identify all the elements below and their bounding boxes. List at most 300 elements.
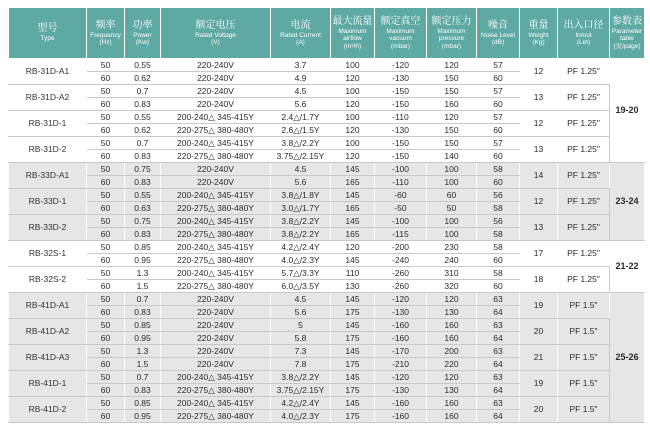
current-cell: 5.6 [271, 306, 331, 319]
pressure-cell: 160 [427, 332, 477, 345]
header-en-label: vacuum [389, 35, 412, 43]
frequency-cell: 50 [87, 163, 125, 176]
airflow-cell: 175 [331, 410, 375, 423]
page-range-cell: 19-20 [610, 59, 645, 163]
airflow-cell: 120 [331, 124, 375, 137]
pressure-cell: 130 [427, 306, 477, 319]
vacuum-cell: -170 [375, 345, 427, 358]
header-en-label: Rated Current [280, 31, 321, 39]
pressure-cell: 60 [427, 189, 477, 202]
pressure-cell: 100 [427, 163, 477, 176]
current-cell: 4.5 [271, 293, 331, 306]
header-weight [520, 8, 558, 59]
voltage-cell: 220-275△ 380-480Y [161, 384, 271, 397]
table-row [9, 189, 645, 202]
airflow-cell: 100 [331, 137, 375, 150]
model-cell: RB-33D-1 [9, 189, 87, 215]
header-en-label: (A) [296, 39, 305, 46]
parameter-table [8, 7, 645, 423]
pressure-cell: 220 [427, 358, 477, 371]
vacuum-cell: -50 [375, 202, 427, 215]
frequency-cell: 50 [87, 397, 125, 410]
header-en-label: (mbar) [390, 42, 411, 50]
pressure-cell: 100 [427, 228, 477, 241]
header-en-label: (Hz) [99, 39, 112, 46]
header-en-label: Rated Voltage [195, 31, 236, 39]
pressure-cell: 120 [427, 293, 477, 306]
header-en-label: Noise Level [481, 31, 515, 39]
weight-cell: 18 [520, 267, 558, 293]
airflow-cell: 165 [331, 202, 375, 215]
header-zh-label: 参数表 [612, 15, 642, 27]
pressure-cell: 130 [427, 384, 477, 397]
noise-cell: 60 [477, 176, 520, 189]
vacuum-cell: -130 [375, 384, 427, 397]
voltage-cell: 200-240△ 345-415Y [161, 215, 271, 228]
inout-cell: PF 1.5" [558, 371, 610, 397]
pressure-cell: 100 [427, 215, 477, 228]
table-row [9, 241, 645, 254]
current-cell: 4.2△/2.4Y [271, 241, 331, 254]
vacuum-cell: -200 [375, 241, 427, 254]
voltage-cell: 220-240V [161, 85, 271, 98]
noise-cell: 64 [477, 306, 520, 319]
header-en-label: (页/page) [613, 42, 641, 50]
airflow-cell: 120 [331, 98, 375, 111]
current-cell: 4.9 [271, 72, 331, 85]
frequency-cell: 60 [87, 280, 125, 293]
vacuum-cell: -260 [375, 280, 427, 293]
weight-cell: 20 [520, 397, 558, 423]
spec-table-container [8, 7, 644, 423]
airflow-cell: 145 [331, 345, 375, 358]
vacuum-cell: -100 [375, 215, 427, 228]
weight-cell: 14 [520, 163, 558, 189]
model-cell: RB-31D-A1 [9, 59, 87, 85]
inout-cell: PF 1.25" [558, 241, 610, 267]
current-cell: 5.8 [271, 332, 331, 345]
noise-cell: 58 [477, 163, 520, 176]
header-en-label: (Kw) [135, 39, 150, 46]
model-cell: RB-41D-A1 [9, 293, 87, 319]
header-frequency [87, 8, 125, 59]
frequency-cell: 50 [87, 215, 125, 228]
model-cell: RB-41D-A2 [9, 319, 87, 345]
voltage-cell: 200-240△ 345-415Y [161, 397, 271, 410]
airflow-cell: 145 [331, 397, 375, 410]
header-rated-voltage [161, 8, 271, 59]
frequency-cell: 60 [87, 72, 125, 85]
header-row [9, 8, 645, 59]
noise-cell: 63 [477, 345, 520, 358]
pressure-cell: 50 [427, 202, 477, 215]
frequency-cell: 50 [87, 85, 125, 98]
current-cell: 3.7 [271, 59, 331, 72]
current-cell: 3.0△/1.7Y [271, 202, 331, 215]
inout-cell: PF 1.5" [558, 345, 610, 371]
voltage-cell: 220-240V [161, 319, 271, 332]
table-row [9, 319, 645, 332]
header-en-label: (Let) [576, 39, 591, 46]
header-en-label: Power [133, 31, 152, 39]
header-type [9, 8, 87, 59]
airflow-cell: 145 [331, 254, 375, 267]
airflow-cell: 110 [331, 267, 375, 280]
frequency-cell: 60 [87, 410, 125, 423]
noise-cell: 57 [477, 137, 520, 150]
header-en-label: Parameter [611, 27, 643, 35]
airflow-cell: 145 [331, 189, 375, 202]
power-cell: 0.83 [125, 150, 161, 163]
noise-cell: 64 [477, 332, 520, 345]
power-cell: 0.95 [125, 254, 161, 267]
frequency-cell: 50 [87, 59, 125, 72]
frequency-cell: 60 [87, 124, 125, 137]
voltage-cell: 220-240V [161, 176, 271, 189]
weight-cell: 13 [520, 215, 558, 241]
noise-cell: 56 [477, 215, 520, 228]
table-row [9, 371, 645, 384]
noise-cell: 60 [477, 72, 520, 85]
vacuum-cell: -120 [375, 371, 427, 384]
table-row [9, 215, 645, 228]
airflow-cell: 120 [331, 241, 375, 254]
model-cell: RB-31D-1 [9, 111, 87, 137]
header-en-label: Frequency [90, 31, 121, 39]
pressure-cell: 150 [427, 124, 477, 137]
inout-cell: PF 1.25" [558, 189, 610, 215]
model-cell: RB-31D-A2 [9, 85, 87, 111]
frequency-cell: 60 [87, 228, 125, 241]
frequency-cell: 50 [87, 267, 125, 280]
header-zh-label: 噪音 [488, 19, 508, 31]
current-cell: 3.75△/2.15Y [271, 384, 331, 397]
page-range-cell: 25-26 [610, 293, 645, 423]
noise-cell: 64 [477, 410, 520, 423]
header-inout [558, 8, 610, 59]
voltage-cell: 200-240△ 345-415Y [161, 371, 271, 384]
airflow-cell: 145 [331, 215, 375, 228]
header-zh-label: 额定压力 [431, 15, 472, 27]
weight-cell: 17 [520, 241, 558, 267]
current-cell: 4.2△/2.4Y [271, 397, 331, 410]
power-cell: 0.62 [125, 124, 161, 137]
header-zh-label: 频率 [95, 19, 116, 31]
header-en-label: (mbar) [441, 42, 462, 50]
current-cell: 2.6△/1.5Y [271, 124, 331, 137]
header-rated-current [271, 8, 331, 59]
pressure-cell: 200 [427, 345, 477, 358]
airflow-cell: 165 [331, 176, 375, 189]
page-range-cell: 21-22 [610, 241, 645, 293]
current-cell: 4.0△/2.3Y [271, 410, 331, 423]
header-en-label: In/out [575, 31, 592, 39]
power-cell: 0.55 [125, 111, 161, 124]
current-cell: 3.8△/2.2Y [271, 137, 331, 150]
model-cell: RB-32S-2 [9, 267, 87, 293]
weight-cell: 12 [520, 189, 558, 215]
vacuum-cell: -160 [375, 319, 427, 332]
inout-cell: PF 1.25" [558, 267, 610, 293]
noise-cell: 57 [477, 59, 520, 72]
noise-cell: 60 [477, 254, 520, 267]
frequency-cell: 50 [87, 189, 125, 202]
header-zh-label: 额定电压 [195, 19, 236, 31]
pressure-cell: 240 [427, 254, 477, 267]
header-en-label: (m³/h) [343, 42, 362, 50]
vacuum-cell: -130 [375, 306, 427, 319]
frequency-cell: 50 [87, 137, 125, 150]
header-en-label: Type [40, 35, 55, 43]
pressure-cell: 150 [427, 85, 477, 98]
pressure-cell: 150 [427, 137, 477, 150]
voltage-cell: 220-240V [161, 98, 271, 111]
pressure-cell: 160 [427, 410, 477, 423]
header-en-label: table [619, 35, 635, 43]
header-max-vacuum [375, 8, 427, 59]
voltage-cell: 220-240V [161, 163, 271, 176]
inout-cell: PF 1.5" [558, 319, 610, 345]
power-cell: 0.62 [125, 72, 161, 85]
voltage-cell: 220-240V [161, 59, 271, 72]
voltage-cell: 200-240△ 345-415Y [161, 137, 271, 150]
pressure-cell: 140 [427, 150, 477, 163]
pressure-cell: 120 [427, 59, 477, 72]
noise-cell: 58 [477, 241, 520, 254]
vacuum-cell: -130 [375, 124, 427, 137]
voltage-cell: 220-275△ 380-480Y [161, 280, 271, 293]
vacuum-cell: -110 [375, 176, 427, 189]
header-noise-level [477, 8, 520, 59]
power-cell: 0.7 [125, 85, 161, 98]
table-row [9, 137, 645, 150]
table-row [9, 345, 645, 358]
frequency-cell: 60 [87, 358, 125, 371]
voltage-cell: 220-240V [161, 332, 271, 345]
current-cell: 3.8△/2.2Y [271, 228, 331, 241]
power-cell: 0.95 [125, 410, 161, 423]
model-cell: RB-33D-2 [9, 215, 87, 241]
pressure-cell: 160 [427, 319, 477, 332]
header-en-label: Maximum [437, 27, 466, 35]
current-cell: 4.5 [271, 163, 331, 176]
noise-cell: 58 [477, 202, 520, 215]
vacuum-cell: -115 [375, 228, 427, 241]
header-en-label: airflow [343, 35, 362, 43]
inout-cell: PF 1.25" [558, 59, 610, 85]
header-max-airflow [331, 8, 375, 59]
power-cell: 1.5 [125, 280, 161, 293]
power-cell: 0.85 [125, 319, 161, 332]
weight-cell: 13 [520, 137, 558, 163]
airflow-cell: 175 [331, 358, 375, 371]
power-cell: 0.63 [125, 202, 161, 215]
voltage-cell: 220-275△ 380-480Y [161, 124, 271, 137]
noise-cell: 58 [477, 228, 520, 241]
power-cell: 0.7 [125, 293, 161, 306]
noise-cell: 56 [477, 189, 520, 202]
model-cell: RB-41D-A3 [9, 345, 87, 371]
current-cell: 7.3 [271, 345, 331, 358]
noise-cell: 57 [477, 85, 520, 98]
voltage-cell: 200-240△ 345-415Y [161, 241, 271, 254]
vacuum-cell: -130 [375, 72, 427, 85]
airflow-cell: 175 [331, 306, 375, 319]
vacuum-cell: -260 [375, 267, 427, 280]
power-cell: 1.5 [125, 358, 161, 371]
power-cell: 0.83 [125, 176, 161, 189]
airflow-cell: 100 [331, 85, 375, 98]
voltage-cell: 220-240V [161, 345, 271, 358]
header-zh-label: 重量 [528, 19, 549, 31]
header-power [125, 8, 161, 59]
power-cell: 0.55 [125, 189, 161, 202]
table-row [9, 111, 645, 124]
vacuum-cell: -240 [375, 254, 427, 267]
frequency-cell: 60 [87, 332, 125, 345]
power-cell: 1.3 [125, 267, 161, 280]
frequency-cell: 60 [87, 202, 125, 215]
weight-cell: 12 [520, 59, 558, 85]
voltage-cell: 220-240V [161, 293, 271, 306]
table-row [9, 85, 645, 98]
airflow-cell: 100 [331, 59, 375, 72]
noise-cell: 60 [477, 98, 520, 111]
noise-cell: 63 [477, 371, 520, 384]
table-row [9, 293, 645, 306]
airflow-cell: 100 [331, 111, 375, 124]
vacuum-cell: -150 [375, 85, 427, 98]
current-cell: 5.6 [271, 98, 331, 111]
noise-cell: 57 [477, 111, 520, 124]
power-cell: 0.75 [125, 163, 161, 176]
airflow-cell: 145 [331, 163, 375, 176]
inout-cell: PF 1.25" [558, 85, 610, 111]
airflow-cell: 175 [331, 384, 375, 397]
frequency-cell: 60 [87, 176, 125, 189]
current-cell: 3.8△/2.2Y [271, 215, 331, 228]
model-cell: RB-41D-2 [9, 397, 87, 423]
vacuum-cell: -60 [375, 189, 427, 202]
weight-cell: 19 [520, 293, 558, 319]
frequency-cell: 60 [87, 254, 125, 267]
header-en-label: (Kg) [532, 39, 545, 46]
header-parameter-table [610, 8, 645, 59]
pressure-cell: 160 [427, 397, 477, 410]
current-cell: 3.8△/2.2Y [271, 371, 331, 384]
airflow-cell: 145 [331, 371, 375, 384]
weight-cell: 19 [520, 371, 558, 397]
weight-cell: 13 [520, 85, 558, 111]
pressure-cell: 230 [427, 241, 477, 254]
current-cell: 5.6 [271, 176, 331, 189]
header-zh-label: 最大流量 [332, 15, 373, 27]
frequency-cell: 50 [87, 111, 125, 124]
voltage-cell: 220-275△ 380-480Y [161, 410, 271, 423]
header-zh-label: 型号 [37, 23, 58, 35]
header-max-pressure [427, 8, 477, 59]
power-cell: 0.85 [125, 397, 161, 410]
airflow-cell: 130 [331, 280, 375, 293]
table-row [9, 397, 645, 410]
noise-cell: 58 [477, 267, 520, 280]
power-cell: 0.7 [125, 371, 161, 384]
frequency-cell: 50 [87, 241, 125, 254]
frequency-cell: 60 [87, 384, 125, 397]
table-row [9, 267, 645, 280]
vacuum-cell: -160 [375, 332, 427, 345]
weight-cell: 12 [520, 111, 558, 137]
inout-cell: PF 1.5" [558, 397, 610, 423]
current-cell: 5 [271, 319, 331, 332]
current-cell: 2.4△/1.7Y [271, 111, 331, 124]
frequency-cell: 50 [87, 319, 125, 332]
voltage-cell: 220-275△ 380-480Y [161, 254, 271, 267]
pressure-cell: 100 [427, 176, 477, 189]
frequency-cell: 50 [87, 345, 125, 358]
voltage-cell: 220-240V [161, 306, 271, 319]
current-cell: 3.75△/2.15Y [271, 150, 331, 163]
pressure-cell: 120 [427, 111, 477, 124]
model-cell: RB-31D-2 [9, 137, 87, 163]
noise-cell: 64 [477, 384, 520, 397]
frequency-cell: 60 [87, 150, 125, 163]
pressure-cell: 120 [427, 371, 477, 384]
current-cell: 4.0△/2.3Y [271, 254, 331, 267]
voltage-cell: 200-240△ 345-415Y [161, 111, 271, 124]
vacuum-cell: -160 [375, 397, 427, 410]
voltage-cell: 200-240△ 345-415Y [161, 189, 271, 202]
inout-cell: PF 1.25" [558, 163, 610, 189]
inout-cell: PF 1.25" [558, 137, 610, 163]
voltage-cell: 200-240△ 345-415Y [161, 267, 271, 280]
noise-cell: 60 [477, 124, 520, 137]
power-cell: 0.75 [125, 215, 161, 228]
weight-cell: 21 [520, 345, 558, 371]
vacuum-cell: -120 [375, 59, 427, 72]
vacuum-cell: -120 [375, 293, 427, 306]
inout-cell: PF 1.25" [558, 215, 610, 241]
inout-cell: PF 1.25" [558, 111, 610, 137]
frequency-cell: 60 [87, 306, 125, 319]
current-cell: 6.0△/3.5Y [271, 280, 331, 293]
airflow-cell: 120 [331, 72, 375, 85]
page-range-cell: 23-24 [610, 163, 645, 241]
airflow-cell: 145 [331, 319, 375, 332]
current-cell: 7.8 [271, 358, 331, 371]
voltage-cell: 220-275△ 380-480Y [161, 228, 271, 241]
current-cell: 3.8△/1.8Y [271, 189, 331, 202]
airflow-cell: 165 [331, 228, 375, 241]
header-en-label: (V) [211, 39, 220, 46]
power-cell: 0.83 [125, 228, 161, 241]
inout-cell: PF 1.5" [558, 293, 610, 319]
noise-cell: 64 [477, 358, 520, 371]
header-zh-label: 出入口径 [563, 19, 604, 31]
airflow-cell: 120 [331, 150, 375, 163]
vacuum-cell: -150 [375, 98, 427, 111]
voltage-cell: 220-275△ 380-480Y [161, 202, 271, 215]
noise-cell: 63 [477, 397, 520, 410]
header-en-label: Maximum [338, 27, 367, 35]
model-cell: RB-32S-1 [9, 241, 87, 267]
voltage-cell: 220-275△ 380-480Y [161, 150, 271, 163]
header-en-label: Weight [528, 31, 549, 39]
airflow-cell: 145 [331, 293, 375, 306]
noise-cell: 60 [477, 150, 520, 163]
vacuum-cell: -110 [375, 111, 427, 124]
power-cell: 0.7 [125, 137, 161, 150]
